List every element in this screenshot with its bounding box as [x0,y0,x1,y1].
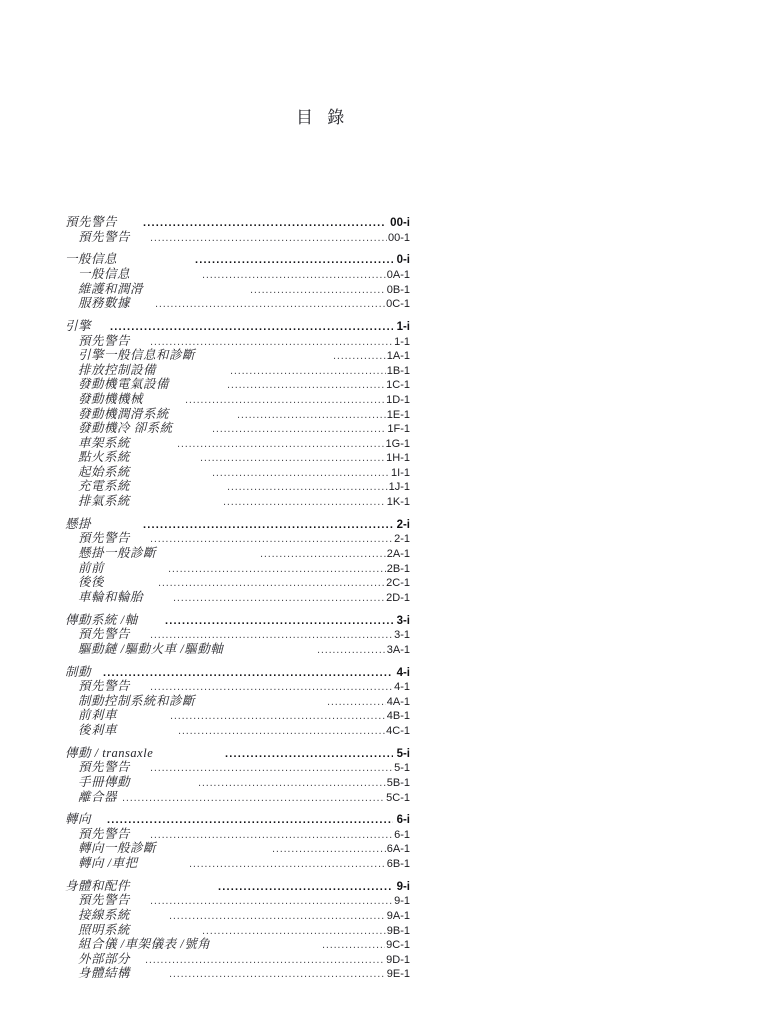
toc-entry-page-number: 0C-1 [386,298,410,311]
toc-entry-label: 驅動鏈 /驅動火車 /驅動軸 [78,641,224,656]
toc-entry-page-number: 9-i [396,880,410,893]
toc-entry-label: 外部部分 [78,951,131,966]
dot-leader [195,253,393,268]
toc-section [65,215,410,244]
toc-entry-page-number: 3-i [396,614,410,627]
toc-entry [65,952,410,967]
toc-entry-label: 充電系統 [78,479,131,494]
toc-entry-label: 預先警告 [78,531,131,546]
toc-entry-page-number: 9C-1 [386,939,410,952]
toc-entry-label: 前前 [78,560,105,575]
toc-entry-page-number: 1E-1 [386,408,410,421]
toc-entry-label: 制動控制系統和診斷 [78,693,196,708]
dot-leader [327,695,386,710]
dot-leader [317,643,386,658]
toc-entry-page-number: 1A-1 [386,350,410,363]
dot-leader [150,231,387,246]
toc-entry [65,679,410,694]
dot-leader [202,268,386,283]
dot-leader [260,547,386,562]
toc-entry-page-number: 00-i [390,217,410,229]
toc-entry-label: 懸掛一般診斷 [78,546,157,561]
toc-entry [65,937,410,952]
dot-leader [155,297,385,312]
dot-leader [143,518,393,533]
toc-section [65,665,410,738]
toc-entry [65,923,410,938]
toc-entry-page-number: 4A-1 [386,695,410,708]
dot-leader [200,451,385,466]
toc-entry-label: 預先警告 [78,679,131,694]
toc-entry [65,348,410,363]
toc-section-header [65,746,410,761]
toc-section-header [65,517,410,532]
toc-entry [65,531,410,546]
toc-entry-page-number: 2-i [396,518,410,531]
toc-entry-label: 引擎 [65,318,92,333]
toc-entry-page-number: 0A-1 [386,268,410,281]
toc-entry [65,282,410,297]
toc-entry [65,436,410,451]
toc-entry-label: 發動機機械 [78,391,144,406]
toc-entry-label: 傳動系統 /軸 [65,612,138,627]
dot-leader [169,967,386,982]
toc-section-header [65,879,410,894]
toc-entry-label: 維護和潤滑 [78,281,144,296]
toc-entry-page-number: 6A-1 [386,843,410,856]
dot-leader [143,216,386,231]
toc-section-header [65,215,410,230]
dot-leader [150,828,393,843]
toc-entry [65,841,410,856]
toc-entry-page-number: 2C-1 [386,577,410,590]
toc-entry [65,561,410,576]
toc-entry-label: 排氣系統 [78,494,131,509]
toc-entry-label: 發動機潤滑系統 [78,406,170,421]
toc-entry-page-number: 0-i [396,254,410,267]
toc-section [65,746,410,804]
page-title: 目 錄 [296,108,350,127]
toc-entry-page-number: 6B-1 [386,858,410,871]
toc-entry-label: 後後 [78,575,105,590]
dot-leader [110,320,393,335]
toc-entry-label: 轉向一般診斷 [78,841,157,856]
toc-section-header [65,665,410,680]
dot-leader [170,709,386,724]
toc-section-header [65,252,410,267]
toc-entry-label: 預先警告 [78,826,131,841]
toc-entry-page-number: 2D-1 [386,591,410,604]
toc-entry [65,421,410,436]
toc-entry-label: 後剎車 [78,722,118,737]
toc-entry [65,546,410,561]
toc-entry [65,642,410,657]
toc-entry-label: 身體和配件 [65,878,131,893]
table-of-contents [65,215,410,981]
toc-entry-page-number: 4-i [396,666,410,679]
toc-entry-page-number: 3A-1 [386,643,410,656]
dot-leader [150,335,393,350]
toc-entry [65,694,410,709]
toc-entry-label: 組合儀 /車架儀表 /號角 [78,937,211,952]
toc-entry-label: 排放控制設備 [78,362,157,377]
toc-section [65,812,410,870]
toc-entry-page-number: 0B-1 [386,283,410,296]
toc-entry-page-number: 5B-1 [386,776,410,789]
toc-section [65,319,410,509]
toc-entry-page-number: 1B-1 [386,364,410,377]
toc-entry [65,590,410,605]
dot-leader [177,437,385,452]
dot-leader [145,953,385,968]
toc-entry-page-number: 1-1 [394,335,410,348]
toc-entry-label: 預先警告 [78,627,131,642]
toc-entry-page-number: 00-1 [387,231,410,244]
toc-entry-page-number: 9D-1 [386,953,410,966]
toc-entry-label: 手冊傳動 [78,774,131,789]
toc-entry [65,856,410,871]
toc-entry [65,908,410,923]
toc-entry-label: 懸掛 [65,516,92,531]
toc-entry-page-number: 1C-1 [386,379,410,392]
dot-leader [212,466,390,481]
toc-entry-page-number: 5-1 [394,762,410,775]
toc-entry-label: 服務數據 [78,296,131,311]
dot-leader [185,393,385,408]
dot-leader [107,813,393,828]
toc-section [65,252,410,310]
dot-leader [227,378,385,393]
dot-leader [178,724,385,739]
toc-entry-page-number: 3-1 [394,629,410,642]
toc-entry [65,296,410,311]
toc-section [65,613,410,657]
dot-leader [333,349,386,364]
toc-entry-page-number: 5C-1 [386,791,410,804]
toc-entry [65,450,410,465]
toc-entry [65,966,410,981]
dot-leader [189,857,386,872]
toc-entry-page-number: 6-i [396,814,410,827]
toc-entry [65,230,410,245]
dot-leader [168,562,386,577]
dot-leader [150,680,393,695]
dot-leader [150,761,393,776]
dot-leader [158,576,385,591]
toc-entry-label: 車架系統 [78,435,131,450]
dot-leader [150,628,393,643]
dot-leader [150,894,393,909]
toc-entry [65,708,410,723]
toc-entry-page-number: 1K-1 [386,496,410,509]
toc-entry-page-number: 4-1 [394,681,410,694]
toc-entry [65,760,410,775]
toc-entry-label: 點火系統 [78,450,131,465]
toc-entry-label: 一般信息 [78,266,131,281]
toc-entry-label: 轉向 /車把 [78,856,138,871]
dot-leader [212,422,386,437]
dot-leader [223,495,386,510]
dot-leader [202,924,386,939]
toc-section [65,517,410,605]
toc-entry-page-number: 1F-1 [387,423,410,436]
dot-leader [218,880,393,895]
toc-entry-page-number: 9A-1 [386,910,410,923]
toc-entry-page-number: 1I-1 [391,466,410,479]
dot-leader [150,532,393,547]
toc-entry-label: 制動 [65,664,92,679]
toc-entry-label: 預先警告 [65,215,118,229]
toc-entry-page-number: 1J-1 [388,481,410,494]
toc-entry-label: 預先警告 [78,760,131,775]
toc-entry-page-number: 9E-1 [386,968,410,981]
toc-entry [65,407,410,422]
toc-entry-label: 發動機電氣設備 [78,377,170,392]
toc-entry-page-number: 9-1 [394,895,410,908]
toc-entry [65,363,410,378]
dot-leader [173,591,385,606]
toc-entry-page-number: 2-1 [394,533,410,546]
toc-entry-label: 預先警告 [78,333,131,348]
toc-entry [65,575,410,590]
dot-leader [198,776,386,791]
dot-leader [230,364,386,379]
toc-section-header [65,319,410,334]
dot-leader [250,283,386,298]
toc-entry [65,392,410,407]
toc-entry-label: 起始系統 [78,464,131,479]
toc-entry [65,627,410,642]
toc-entry-page-number: 4B-1 [386,710,410,723]
toc-entry [65,494,410,509]
toc-entry [65,775,410,790]
toc-entry [65,377,410,392]
dot-leader [237,408,386,423]
toc-entry [65,479,410,494]
toc-section [65,879,410,981]
toc-entry [65,267,410,282]
toc-entry [65,827,410,842]
dot-leader [122,791,385,806]
toc-entry [65,465,410,480]
toc-entry-page-number: 1H-1 [386,452,410,465]
toc-entry [65,893,410,908]
toc-entry-label: 引擎一般信息和診斷 [78,348,196,363]
toc-entry [65,334,410,349]
toc-entry-label: 車輪和輪胎 [78,589,144,604]
dot-leader [272,842,386,857]
toc-entry-label: 身體結構 [78,966,131,981]
toc-entry-label: 一般信息 [65,252,118,267]
dot-leader [225,747,393,762]
toc-entry-label: 預先警告 [78,893,131,908]
toc-section-header [65,613,410,628]
toc-entry-page-number: 1G-1 [385,437,410,450]
toc-entry-page-number: 6-1 [394,828,410,841]
dot-leader [165,614,393,629]
toc-entry-label: 照明系統 [78,922,131,937]
toc-entry-label: 接線系統 [78,908,131,923]
toc-entry-page-number: 5-i [396,747,410,760]
toc-entry-page-number: 2B-1 [386,562,410,575]
dot-leader [322,938,385,953]
toc-entry-page-number: 1D-1 [386,393,410,406]
toc-entry-label: 發動機冷 卻系統 [78,421,173,436]
toc-entry-page-number: 9B-1 [386,924,410,937]
dot-leader [227,480,388,495]
toc-entry-label: 前剎車 [78,708,118,723]
toc-entry-label: 離合器 [78,789,118,804]
dot-leader [103,666,393,681]
dot-leader [169,909,386,924]
toc-entry-page-number: 2A-1 [386,548,410,561]
toc-entry-page-number: 4C-1 [386,724,410,737]
toc-entry-label: 傳動 / transaxle [65,745,154,760]
toc-entry-label: 轉向 [65,812,92,827]
toc-entry-page-number: 1-i [396,320,410,333]
toc-entry [65,723,410,738]
toc-entry [65,790,410,805]
toc-section-header [65,812,410,827]
toc-entry-label: 預先警告 [78,229,131,244]
